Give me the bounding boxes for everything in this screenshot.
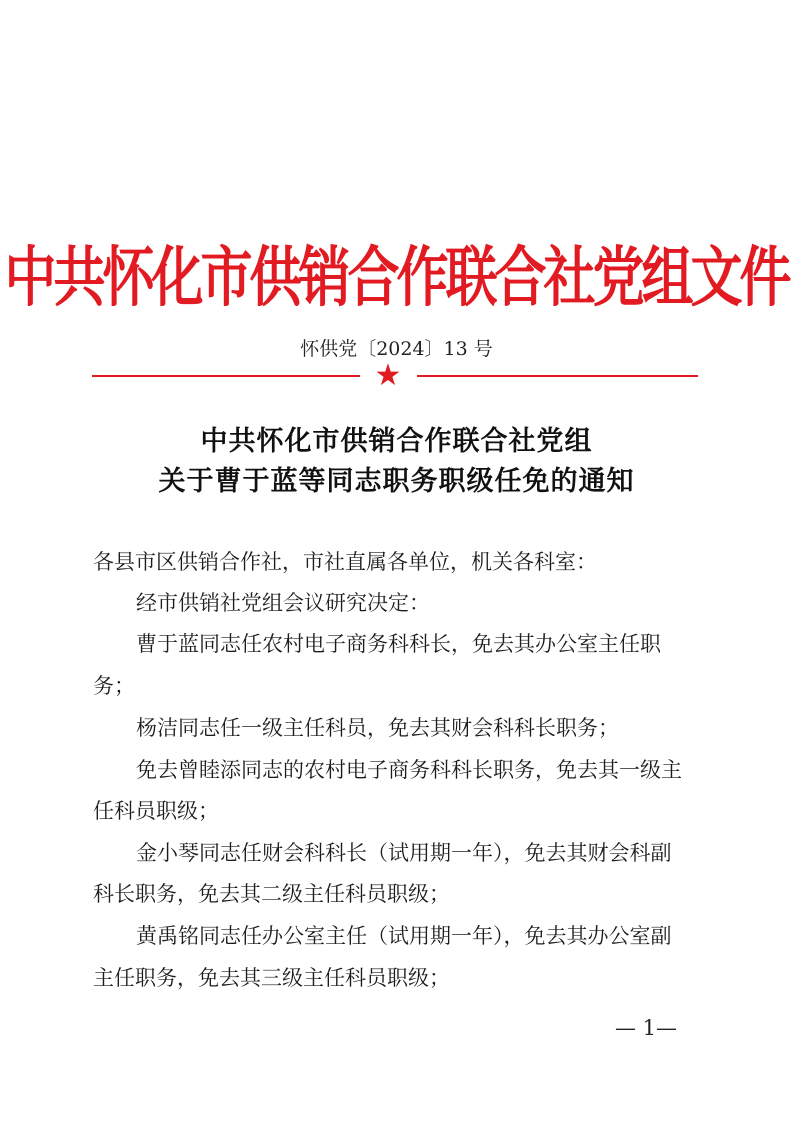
paragraph-appointment-line: 曹于蓝同志任农村电子商务科科长，免去其办公室主任职 (136, 632, 661, 656)
paragraph-appointment-line: 科长职务，免去其二级主任科员职级； (93, 882, 450, 906)
document-number: 怀供党〔2024〕13 号 (300, 338, 493, 360)
star-icon: ★ (374, 358, 402, 393)
document-masthead: 中共怀化市供销合作联合社党组文件 (4, 240, 789, 316)
paragraph-appointment-line: 务； (93, 674, 135, 698)
page-number: — 1— (615, 1016, 678, 1040)
red-separator-left (92, 375, 360, 377)
paragraph-appointment-line: 主任职务，免去其三级主任科员职级； (93, 966, 450, 990)
addressee: 各县市区供销合作社，市社直属各单位，机关各科室： (93, 550, 597, 574)
notice-title-line-1: 中共怀化市供销合作联合社党组 (200, 426, 593, 457)
paragraph-appointment-line: 免去曾睦添同志的农村电子商务科科长职务，免去其一级主 (136, 758, 682, 782)
paragraph-appointment-line: 金小琴同志任财会科科长（试用期一年），免去其财会科副 (136, 841, 672, 865)
paragraph-decision-intro: 经市供销社党组会议研究决定： (136, 591, 430, 615)
red-separator-right (417, 375, 698, 377)
paragraph-appointment-line: 黄禹铭同志任办公室主任（试用期一年），免去其办公室副 (136, 924, 672, 948)
paragraph-appointment-line: 任科员职级； (93, 799, 219, 823)
paragraph-appointment-line: 杨洁同志任一级主任科员，免去其财会科科长职务； (136, 716, 619, 740)
notice-title-line-2: 关于曹于蓝等同志职务职级任免的通知 (158, 466, 635, 497)
